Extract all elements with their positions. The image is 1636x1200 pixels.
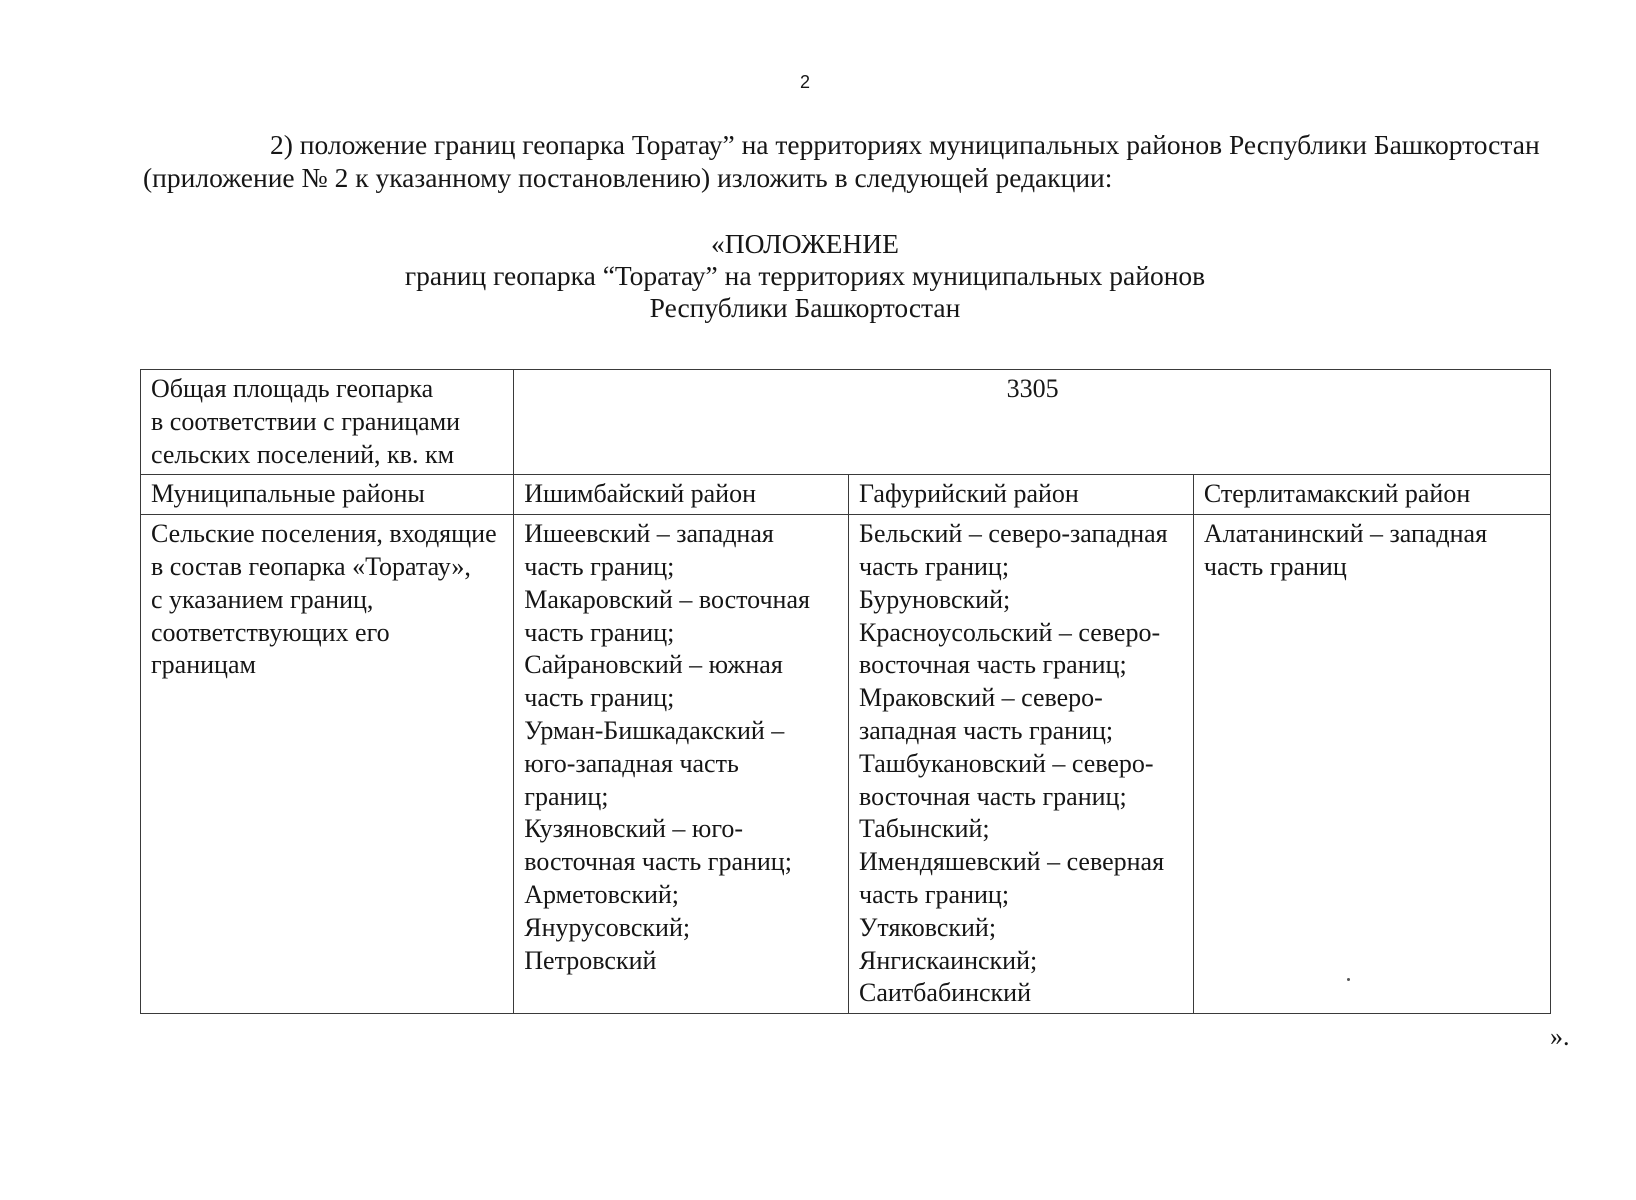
- settlements-ishimbay-cell: [514, 515, 849, 1014]
- settlement-entry: Табынский;: [859, 814, 990, 844]
- settlements-label-cell: [141, 515, 514, 1014]
- area-label-line: Общая площадь геопарка: [151, 374, 434, 403]
- settlement-entry: восточная часть границ;: [859, 781, 1127, 811]
- settlement-entry: Арметовский;: [524, 879, 680, 909]
- settlement-entry: часть границ;: [524, 683, 675, 713]
- intro-paragraph: [143, 128, 1543, 194]
- settlements-sterlitamak-cell: [1193, 515, 1550, 1014]
- settlement-entry: Сайрановский – южная: [524, 650, 783, 680]
- settlement-entry: Ташбукановский – северо-: [859, 748, 1154, 778]
- settlement-entry: Имендяшевский – северная: [859, 847, 1165, 877]
- settlement-entry: восточная часть границ;: [524, 847, 792, 877]
- heading-subtitle: Республики Башкортостан: [649, 292, 961, 323]
- settlements-label-line: с указанием границ,: [151, 584, 374, 614]
- area-label-line: в соответствии с границами: [151, 406, 461, 436]
- intro-line: (приложение № 2 к указанному постановлению) изложить в следующей редакции:: [143, 162, 1113, 193]
- settlement-entry: часть границ;: [859, 879, 1010, 909]
- closing-quote: ».: [1550, 1022, 1570, 1051]
- heading-subtitle: границ геопарка “Торатау” на территориях муниципальных районов: [404, 260, 1206, 291]
- settlement-entry: Ишеевский – западная: [524, 519, 774, 549]
- settlements-label-line: Сельские поселения, входящие: [151, 519, 497, 549]
- settlement-entry: западная часть границ;: [859, 715, 1114, 745]
- settlement-entry: Кузяновский – юго-: [524, 814, 744, 844]
- area-row: [141, 370, 1551, 475]
- scan-speck: [1347, 978, 1350, 981]
- districts-row: [141, 475, 1551, 515]
- settlement-entry: Саитбабинский: [859, 978, 1031, 1008]
- geopark-boundaries-table: [140, 369, 1551, 1014]
- settlement-entry: Мраковский – северо-: [859, 683, 1103, 713]
- district-sterlitamak: Стерлитамакский район: [1193, 475, 1550, 515]
- document-heading: [0, 228, 1610, 324]
- settlement-entry: Буруновский;: [859, 584, 1011, 614]
- settlement-entry: Макаровский – восточная: [524, 584, 810, 614]
- settlement-entry: часть границ;: [524, 617, 675, 647]
- settlement-entry: границ;: [524, 781, 609, 811]
- area-label-line: сельских поселений, кв. км: [151, 439, 455, 469]
- settlements-label-line: границам: [151, 650, 256, 680]
- settlement-entry: Алатанинский – западная: [1203, 519, 1488, 549]
- settlement-entry: Янурусовский;: [524, 912, 691, 942]
- settlement-entry: восточная часть границ;: [859, 650, 1127, 680]
- settlement-entry: Петровский: [524, 945, 657, 975]
- district-gafuri: Гафурийский район: [849, 475, 1194, 515]
- settlements-row: [141, 515, 1551, 1014]
- intro-line: 2) положение границ геопарка Торатау” на территориях муниципальных районов Республики Башкортостан: [270, 129, 1540, 160]
- settlement-entry: Утяковский;: [859, 912, 997, 942]
- districts-label-cell: Муниципальные районы: [141, 475, 514, 515]
- settlement-entry: часть границ: [1203, 551, 1347, 581]
- district-ishimbay: Ишимбайский район: [514, 475, 849, 515]
- settlement-entry: Красноусольский – северо-: [859, 617, 1161, 647]
- settlement-entry: часть границ;: [524, 551, 675, 581]
- settlement-entry: Урман-Бишкадакский –: [524, 715, 785, 745]
- settlement-entry: юго-западная часть: [524, 748, 739, 778]
- settlement-entry: Янгискаинский;: [859, 945, 1038, 975]
- settlement-entry: Бельский – северо-западная: [859, 519, 1168, 549]
- settlements-label-line: в состав геопарка «Торатау»,: [151, 551, 471, 581]
- area-label-cell: [141, 370, 514, 475]
- area-value-cell: 3305: [514, 370, 1551, 475]
- page-number: 2: [799, 72, 810, 92]
- settlements-label-line: соответствующих его: [151, 617, 390, 647]
- settlement-entry: часть границ;: [859, 551, 1010, 581]
- heading-title: «ПОЛОЖЕНИЕ: [711, 228, 899, 259]
- settlements-gafuri-cell: [849, 515, 1194, 1014]
